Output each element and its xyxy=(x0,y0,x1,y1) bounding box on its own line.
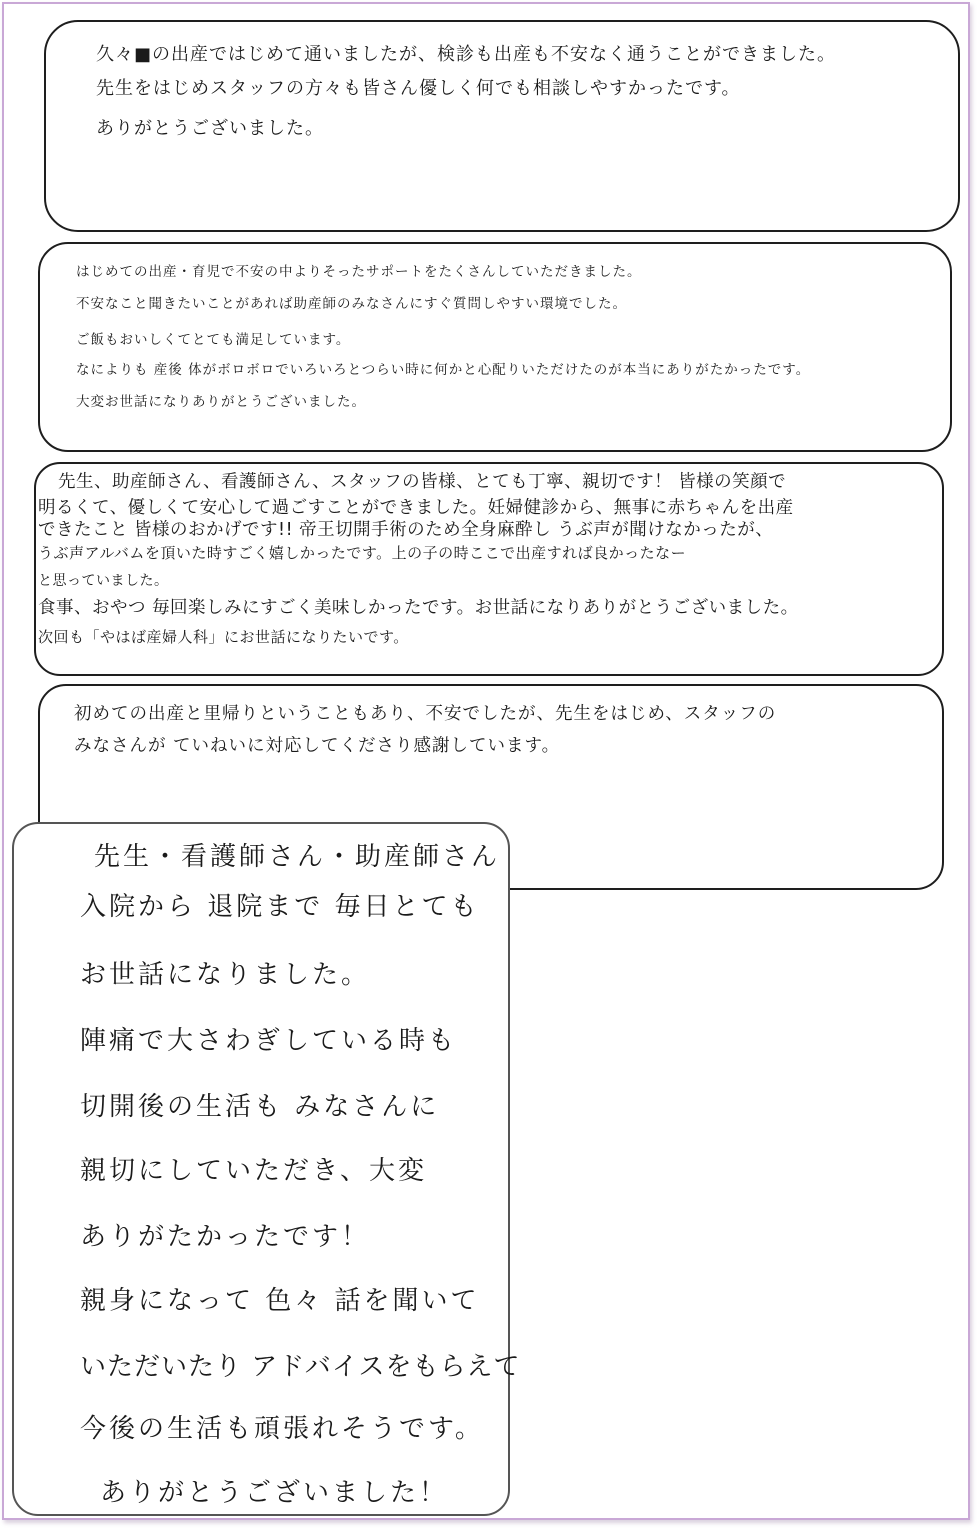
comment-line: 初めての出産と里帰りということもあり、不安でしたが、先生をはじめ、スタッフの xyxy=(74,704,777,724)
comment-line: 先生をはじめスタッフの方々も皆さん優しく何でも相談しやすかったです。 xyxy=(96,78,741,99)
comment-line: 次回も「やはば産婦人科」にお世話になりたいです。 xyxy=(38,628,409,646)
comment-line: 切開後の生活も みなさんに xyxy=(80,1092,440,1122)
comment-line: 大変お世話になりありがとうございました。 xyxy=(76,394,366,410)
comment-card-3 xyxy=(34,462,944,676)
comment-line: 先生・看護師さん・助産師さん xyxy=(94,842,501,872)
comment-line: 先生、助産師さん、看護師さん、スタッフの皆様、とても丁寧、親切です！ 皆様の笑顔で xyxy=(58,472,787,492)
comment-line: ありがたかったです！ xyxy=(80,1222,371,1252)
comment-line: 久々■の出産ではじめて通いましたが、検診も出産も不安なく通うことができました。 xyxy=(96,44,837,65)
comment-line: はじめての出産・育児で不安の中よりそったサポートをたくさんしていただきました。 xyxy=(76,264,642,280)
comment-card-1 xyxy=(44,20,960,232)
comment-line: 今後の生活も頑張れそうです。 xyxy=(80,1414,484,1444)
comment-line: うぶ声アルバムを頂いた時すごく嬉しかったです。上の子の時ここで出産すれば良かったなー xyxy=(38,544,687,562)
comment-line: ありがとうございました！ xyxy=(100,1478,449,1508)
comment-line: 入院から 退院まで 毎日とても xyxy=(80,892,480,922)
comment-line: なによりも 産後 体がボロボロでいろいろとつらい時に何かと心配りいただけたのが本当にありがたかったです。 xyxy=(76,362,811,378)
comment-line: 明るくて、優しくて安心して過ごすことができました。妊婦健診から、無事に赤ちゃんを出産 xyxy=(38,498,794,518)
comment-line: 食事、おやつ 毎回楽しみにすごく美味しかったです。お世話になりありがとうございました。 xyxy=(38,598,799,618)
comment-line: いただいたり アドバイスをもらえて xyxy=(80,1352,521,1382)
comment-line: ご飯もおいしくてとても満足しています。 xyxy=(76,332,351,348)
comment-line: お世話になりました。 xyxy=(80,960,371,990)
comment-line: できたこと 皆様のおかげです!! 帝王切開手術のため全身麻酔し うぶ声が聞けなかったが、 xyxy=(38,520,774,540)
comment-line: と思っていました。 xyxy=(38,573,169,589)
comment-line: 不安なこと聞きたいことがあれば助産師のみなさんにすぐ質問しやすい環境でした。 xyxy=(76,296,627,312)
comment-line: 親身になって 色々 話を聞いて xyxy=(80,1286,480,1316)
comment-card-5 xyxy=(12,822,521,1516)
comment-line: 陣痛で大さわぎしている時も xyxy=(80,1026,458,1056)
comment-line: みなさんが ていねいに対応してくださり感謝しています。 xyxy=(74,736,561,756)
comment-card-2 xyxy=(38,242,952,452)
comment-line: ありがとうございました。 xyxy=(96,118,324,139)
comment-line: 親切にしていただき、大変 xyxy=(80,1156,427,1186)
